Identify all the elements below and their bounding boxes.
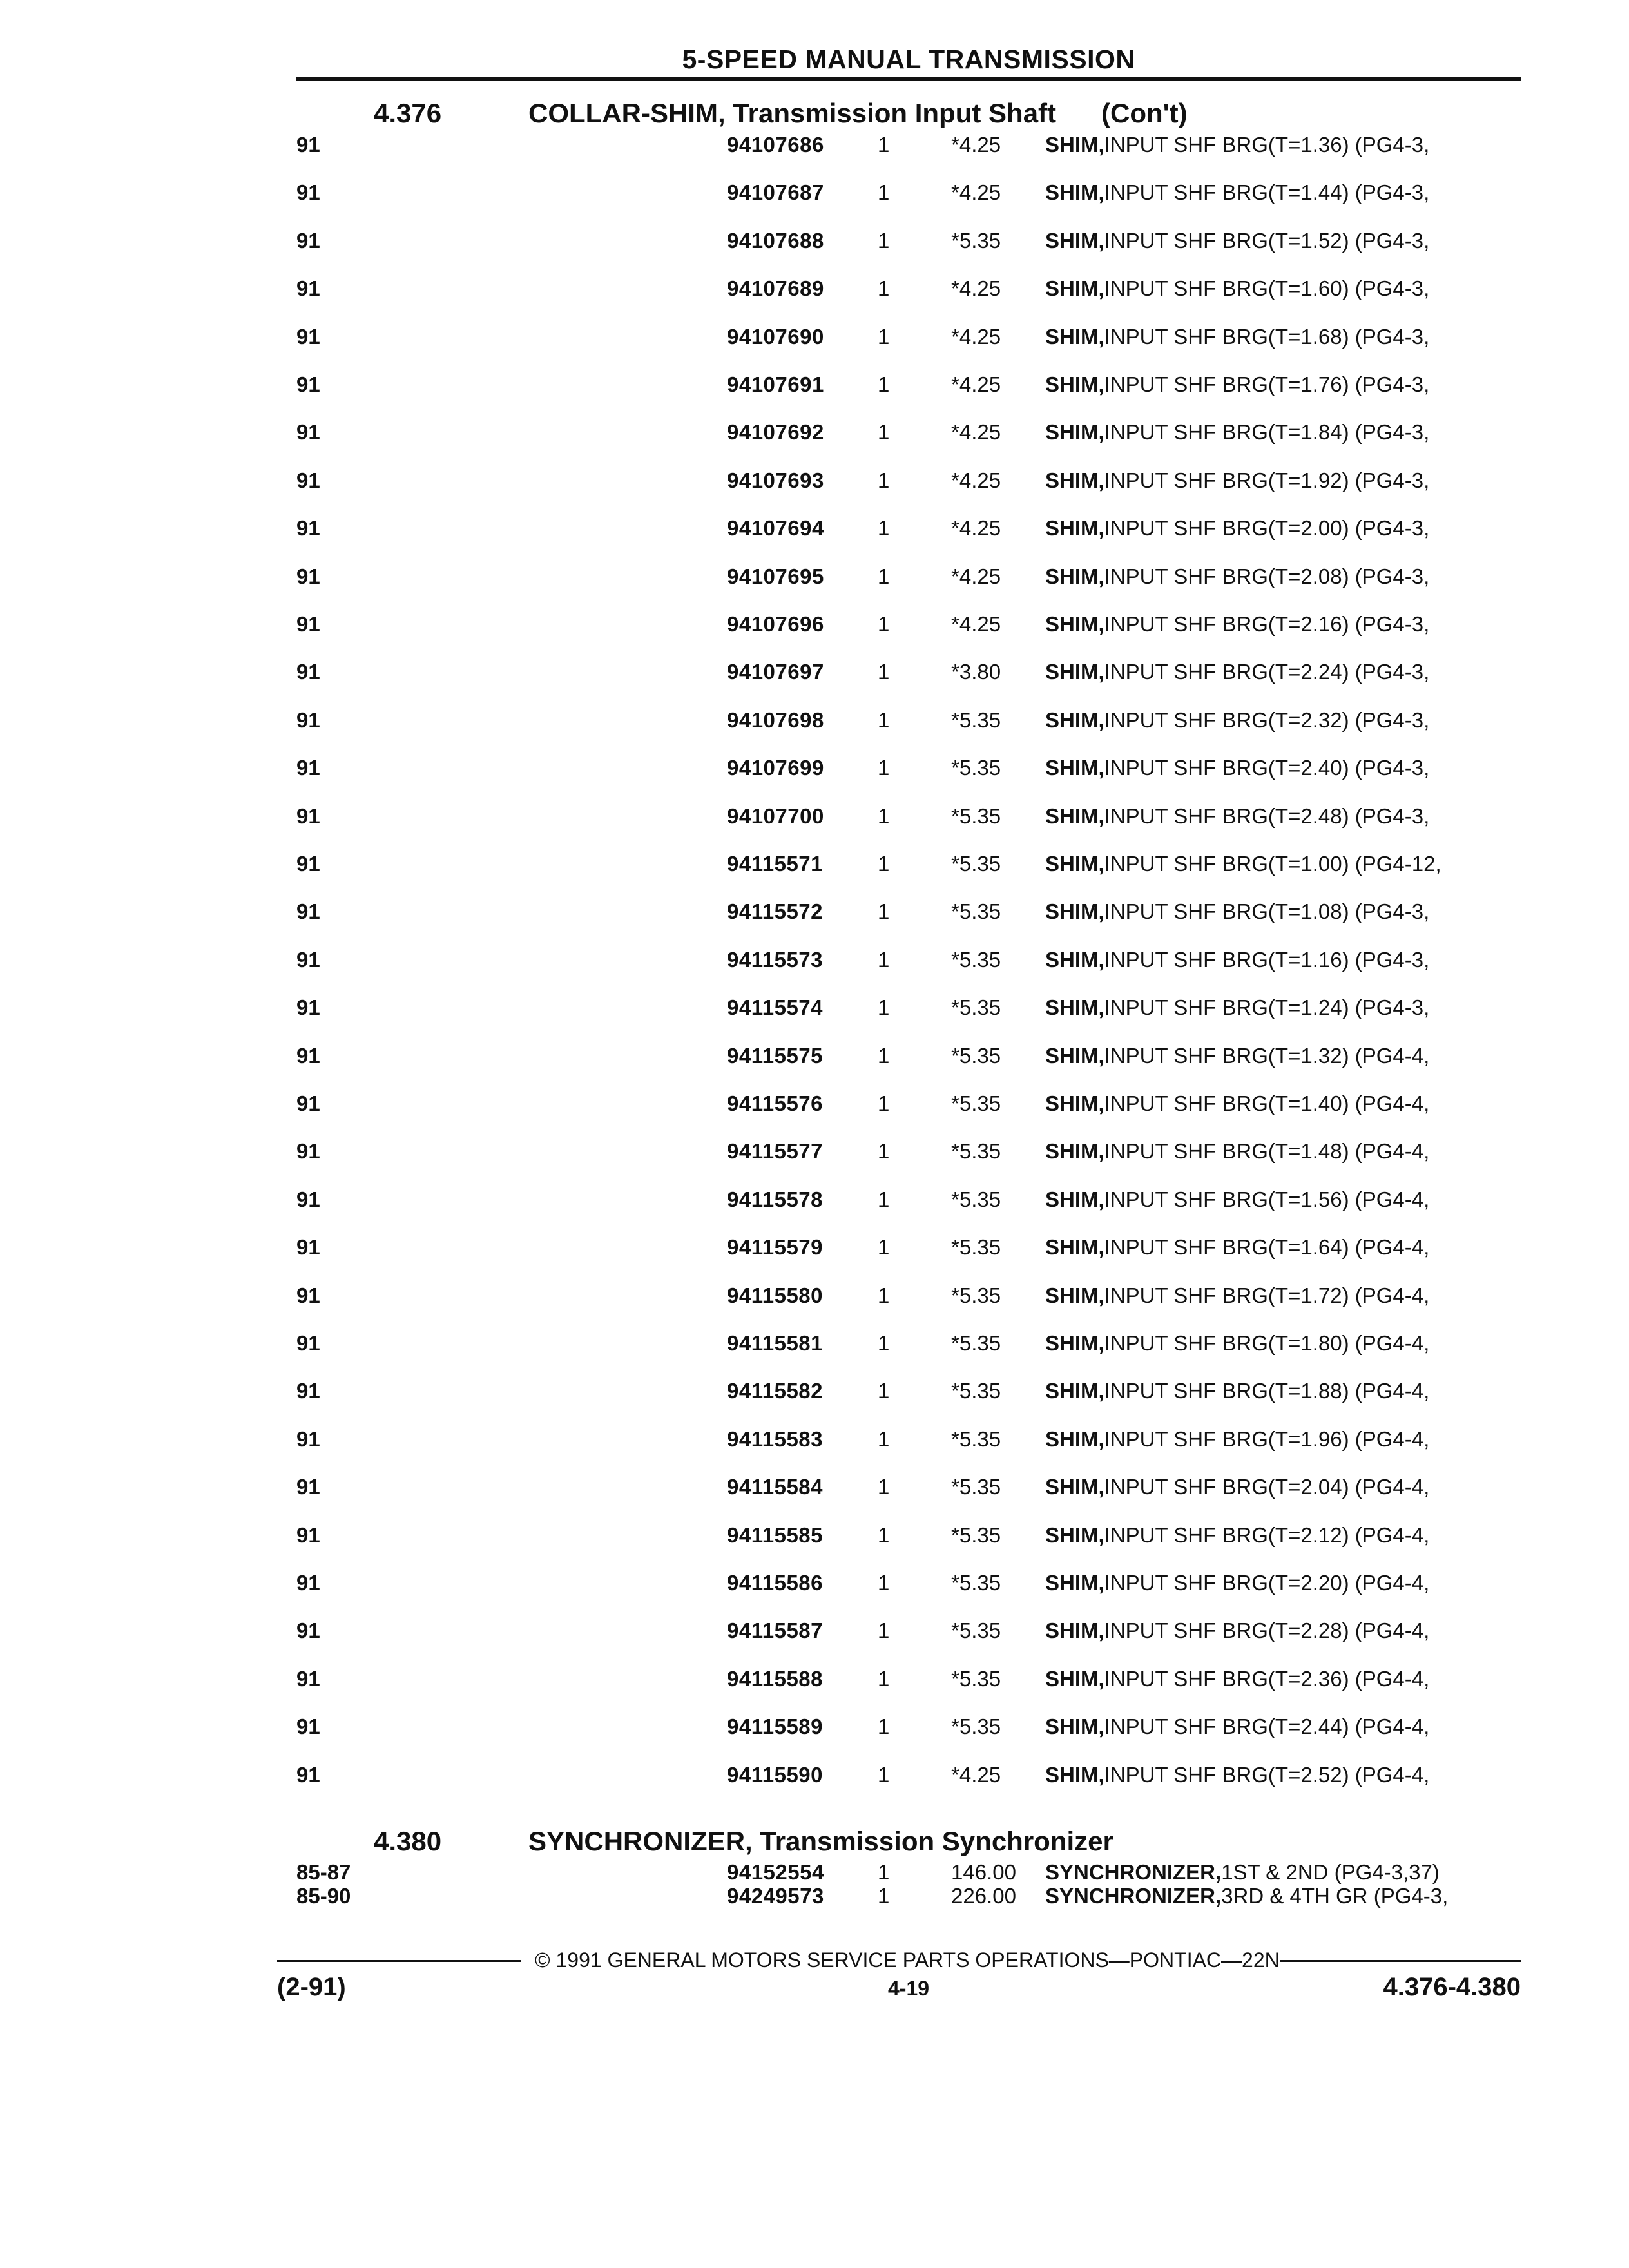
part-number: 94115574 xyxy=(727,995,824,1020)
table-row xyxy=(0,468,1629,516)
part-number: 94107689 xyxy=(727,276,824,301)
description-noun: SHIM, xyxy=(1045,516,1104,541)
description-text: INPUT SHF BRG(T=2.20) (PG4-4, xyxy=(1104,1571,1430,1595)
description-noun: SHIM, xyxy=(1045,1091,1104,1115)
model-year: 91 xyxy=(296,276,320,301)
quantity: 1 xyxy=(878,468,890,492)
description-text: 3RD & 4TH GR (PG4-3, xyxy=(1221,1884,1449,1908)
table-row xyxy=(0,1235,1629,1283)
table-row xyxy=(0,564,1629,612)
description-text: INPUT SHF BRG(T=2.36) (PG4-4, xyxy=(1104,1666,1430,1691)
part-number: 94115587 xyxy=(727,1619,824,1643)
description-noun: SHIM, xyxy=(1045,420,1104,445)
model-year: 91 xyxy=(296,852,320,876)
description-noun: SHIM, xyxy=(1045,1715,1104,1739)
description-text: INPUT SHF BRG(T=1.60) (PG4-3, xyxy=(1104,276,1430,301)
quantity: 1 xyxy=(878,1139,890,1164)
description-noun: SHIM, xyxy=(1045,1187,1104,1211)
section-number: 4.376 xyxy=(374,98,442,128)
price: *4.25 xyxy=(951,180,1001,205)
description-text: INPUT SHF BRG(T=1.92) (PG4-3, xyxy=(1104,468,1430,492)
quantity: 1 xyxy=(878,1666,890,1691)
part-number: 94152554 xyxy=(727,1860,824,1884)
model-year: 91 xyxy=(296,1139,320,1164)
price: *4.25 xyxy=(951,468,1001,492)
price: *5.35 xyxy=(951,1331,1001,1355)
table-row xyxy=(0,948,1629,995)
price: *4.25 xyxy=(951,420,1001,445)
price: *5.35 xyxy=(951,852,1001,876)
quantity: 1 xyxy=(878,420,890,445)
part-number: 94115590 xyxy=(727,1762,824,1787)
description-text: INPUT SHF BRG(T=1.36) (PG4-3, xyxy=(1104,133,1430,157)
description-text: INPUT SHF BRG(T=2.00) (PG4-3, xyxy=(1104,516,1430,541)
model-year: 91 xyxy=(296,228,320,253)
description-text: INPUT SHF BRG(T=2.04) (PG4-4, xyxy=(1104,1475,1430,1499)
model-year: 91 xyxy=(296,1619,320,1643)
description-text: INPUT SHF BRG(T=1.56) (PG4-4, xyxy=(1104,1187,1430,1211)
description-text: INPUT SHF BRG(T=2.16) (PG4-3, xyxy=(1104,612,1430,636)
description-text: INPUT SHF BRG(T=1.44) (PG4-3, xyxy=(1104,180,1430,205)
description-text: INPUT SHF BRG(T=2.40) (PG4-3, xyxy=(1104,756,1430,780)
table-row xyxy=(0,516,1629,564)
description-noun: SHIM, xyxy=(1045,1283,1104,1307)
description-noun: SHIM, xyxy=(1045,372,1104,396)
model-year: 91 xyxy=(296,324,320,349)
model-year: 91 xyxy=(296,1523,320,1547)
quantity: 1 xyxy=(878,803,890,828)
description-noun: SHIM, xyxy=(1045,852,1104,876)
price: 226.00 xyxy=(951,1884,1016,1908)
description-noun: SHIM, xyxy=(1045,228,1104,253)
quantity: 1 xyxy=(878,612,890,636)
part-number: 94115572 xyxy=(727,899,824,924)
section-title: COLLAR-SHIM, Transmission Input Shaft (Con't) xyxy=(528,98,1188,128)
quantity: 1 xyxy=(878,372,890,396)
description-text: INPUT SHF BRG(T=1.24) (PG4-3, xyxy=(1104,995,1430,1020)
description-noun: SYNCHRONIZER, xyxy=(1045,1860,1222,1884)
table-row xyxy=(0,1715,1629,1762)
quantity: 1 xyxy=(878,1762,890,1787)
part-number: 94115578 xyxy=(727,1187,824,1211)
quantity: 1 xyxy=(878,1187,890,1211)
model-year: 91 xyxy=(296,1715,320,1739)
part-number: 94115585 xyxy=(727,1523,824,1547)
model-year: 91 xyxy=(296,1475,320,1499)
price: *5.35 xyxy=(951,1091,1001,1115)
model-year: 91 xyxy=(296,1091,320,1115)
section-number: 4.380 xyxy=(374,1826,442,1856)
part-number: 94107687 xyxy=(727,180,824,205)
description-noun: SHIM, xyxy=(1045,1762,1104,1787)
model-year: 91 xyxy=(296,660,320,684)
description-noun: SHIM, xyxy=(1045,1619,1104,1643)
table-row xyxy=(0,180,1629,228)
description-text: INPUT SHF BRG(T=2.44) (PG4-4, xyxy=(1104,1715,1430,1739)
description-text: INPUT SHF BRG(T=2.24) (PG4-3, xyxy=(1104,660,1430,684)
table-row xyxy=(0,1091,1629,1139)
table-row xyxy=(0,1283,1629,1331)
model-year: 91 xyxy=(296,1571,320,1595)
model-year: 91 xyxy=(296,372,320,396)
quantity: 1 xyxy=(878,180,890,205)
description-text: INPUT SHF BRG(T=1.32) (PG4-4, xyxy=(1104,1043,1430,1068)
part-number: 94107690 xyxy=(727,324,824,349)
table-row xyxy=(0,1571,1629,1619)
quantity: 1 xyxy=(878,1283,890,1307)
price: *4.25 xyxy=(951,564,1001,588)
part-number: 94115575 xyxy=(727,1043,824,1068)
quantity: 1 xyxy=(878,707,890,732)
description-noun: SHIM, xyxy=(1045,803,1104,828)
table-row xyxy=(0,1475,1629,1523)
part-number: 94115580 xyxy=(727,1283,824,1307)
model-year: 91 xyxy=(296,947,320,972)
table-row xyxy=(0,708,1629,756)
description-noun: SHIM, xyxy=(1045,756,1104,780)
quantity: 1 xyxy=(878,1427,890,1451)
description-noun: SHIM, xyxy=(1045,1427,1104,1451)
model-year: 91 xyxy=(296,756,320,780)
header-rule xyxy=(296,77,1521,81)
quantity: 1 xyxy=(878,947,890,972)
part-number: 94107697 xyxy=(727,660,824,684)
model-year: 91 xyxy=(296,995,320,1020)
quantity: 1 xyxy=(878,1860,890,1884)
price: *4.25 xyxy=(951,324,1001,349)
table-row xyxy=(0,1619,1629,1666)
copyright-text: © 1991 GENERAL MOTORS SERVICE PARTS OPERATIONS—PONTIAC—22N xyxy=(535,1948,1280,1972)
description-noun: SHIM, xyxy=(1045,995,1104,1020)
continued-label: (Con't) xyxy=(1101,98,1188,128)
model-year: 85-90 xyxy=(296,1884,351,1908)
price: *4.25 xyxy=(951,516,1001,541)
quantity: 1 xyxy=(878,564,890,588)
price: *5.35 xyxy=(951,228,1001,253)
description-text: INPUT SHF BRG(T=1.76) (PG4-3, xyxy=(1104,372,1430,396)
price: *5.35 xyxy=(951,756,1001,780)
table-row xyxy=(0,325,1629,372)
price: *4.25 xyxy=(951,372,1001,396)
footer-rule-right xyxy=(1280,1960,1521,1962)
description-noun: SHIM, xyxy=(1045,468,1104,492)
description-text: INPUT SHF BRG(T=1.40) (PG4-4, xyxy=(1104,1091,1430,1115)
quantity: 1 xyxy=(878,1379,890,1403)
page-title: 5-SPEED MANUAL TRANSMISSION xyxy=(682,44,1135,74)
quantity: 1 xyxy=(878,1715,890,1739)
table-row xyxy=(0,1763,1629,1811)
model-year: 91 xyxy=(296,133,320,157)
description-text: INPUT SHF BRG(T=1.68) (PG4-3, xyxy=(1104,324,1430,349)
part-number: 94107699 xyxy=(727,756,824,780)
price: *4.25 xyxy=(951,1762,1001,1787)
part-number: 94115573 xyxy=(727,947,824,972)
table-row xyxy=(0,756,1629,803)
model-year: 91 xyxy=(296,1235,320,1260)
quantity: 1 xyxy=(878,1475,890,1499)
table-row xyxy=(0,276,1629,324)
part-number: 94115586 xyxy=(727,1571,824,1595)
part-number: 94107688 xyxy=(727,228,824,253)
description-text: 1ST & 2ND (PG4-3,37) xyxy=(1221,1860,1440,1884)
description-text: INPUT SHF BRG(T=1.96) (PG4-4, xyxy=(1104,1427,1430,1451)
description-text: INPUT SHF BRG(T=2.32) (PG4-3, xyxy=(1104,707,1430,732)
description-noun: SHIM, xyxy=(1045,899,1104,924)
table-row xyxy=(0,1331,1629,1379)
price: *5.35 xyxy=(951,1715,1001,1739)
description-noun: SHIM, xyxy=(1045,276,1104,301)
price: *5.35 xyxy=(951,803,1001,828)
model-year: 91 xyxy=(296,516,320,541)
price: *5.35 xyxy=(951,899,1001,924)
quantity: 1 xyxy=(878,516,890,541)
price: *5.35 xyxy=(951,1139,1001,1164)
description-noun: SHIM, xyxy=(1045,1571,1104,1595)
description-text: INPUT SHF BRG(T=1.08) (PG4-3, xyxy=(1104,899,1430,924)
part-number: 94115571 xyxy=(727,852,824,876)
model-year: 91 xyxy=(296,1427,320,1451)
part-number: 94115576 xyxy=(727,1091,824,1115)
part-number: 94107686 xyxy=(727,133,824,157)
quantity: 1 xyxy=(878,324,890,349)
model-year: 91 xyxy=(296,1331,320,1355)
description-text: INPUT SHF BRG(T=2.52) (PG4-4, xyxy=(1104,1762,1430,1787)
description-noun: SHIM, xyxy=(1045,1043,1104,1068)
quantity: 1 xyxy=(878,756,890,780)
model-year: 91 xyxy=(296,180,320,205)
description-noun: SHIM, xyxy=(1045,612,1104,636)
quantity: 1 xyxy=(878,1571,890,1595)
price: *5.35 xyxy=(951,1427,1001,1451)
price: *5.35 xyxy=(951,1475,1001,1499)
price: *5.35 xyxy=(951,1619,1001,1643)
part-number: 94107700 xyxy=(727,803,824,828)
table-row xyxy=(0,420,1629,468)
model-year: 85-87 xyxy=(296,1860,351,1884)
section-range: 4.376-4.380 xyxy=(1383,1973,1521,2001)
part-number: 94115577 xyxy=(727,1139,824,1164)
description-noun: SHIM, xyxy=(1045,564,1104,588)
table-row xyxy=(0,1667,1629,1715)
model-year: 91 xyxy=(296,1283,320,1307)
part-number: 94115588 xyxy=(727,1666,824,1691)
model-year: 91 xyxy=(296,420,320,445)
part-number: 94115584 xyxy=(727,1475,824,1499)
model-year: 91 xyxy=(296,707,320,732)
price: *5.35 xyxy=(951,1666,1001,1691)
table-row xyxy=(0,660,1629,707)
description-text: INPUT SHF BRG(T=1.16) (PG4-3, xyxy=(1104,947,1430,972)
description-noun: SHIM, xyxy=(1045,660,1104,684)
part-number: 94115582 xyxy=(727,1379,824,1403)
description-noun: SHIM, xyxy=(1045,133,1104,157)
price: *4.25 xyxy=(951,612,1001,636)
part-number: 94107694 xyxy=(727,516,824,541)
table-row xyxy=(0,372,1629,420)
model-year: 91 xyxy=(296,899,320,924)
description-noun: SHIM, xyxy=(1045,947,1104,972)
table-row xyxy=(0,995,1629,1043)
quantity: 1 xyxy=(878,1331,890,1355)
table-row xyxy=(0,1044,1629,1091)
quantity: 1 xyxy=(878,1235,890,1260)
table-row xyxy=(0,229,1629,276)
price: *5.35 xyxy=(951,995,1001,1020)
quantity: 1 xyxy=(878,660,890,684)
description-noun: SHIM, xyxy=(1045,1139,1104,1164)
description-text: INPUT SHF BRG(T=2.08) (PG4-3, xyxy=(1104,564,1430,588)
part-number: 94107691 xyxy=(727,372,824,396)
description-text: INPUT SHF BRG(T=2.28) (PG4-4, xyxy=(1104,1619,1430,1643)
description-noun: SYNCHRONIZER, xyxy=(1045,1884,1222,1908)
price: *5.35 xyxy=(951,1379,1001,1403)
part-number: 94107698 xyxy=(727,707,824,732)
part-number: 94107693 xyxy=(727,468,824,492)
table-row xyxy=(0,804,1629,852)
price: *5.35 xyxy=(951,1283,1001,1307)
price: *5.35 xyxy=(951,1523,1001,1547)
price: 146.00 xyxy=(951,1860,1016,1884)
model-year: 91 xyxy=(296,1043,320,1068)
description-noun: SHIM, xyxy=(1045,1379,1104,1403)
description-text: INPUT SHF BRG(T=1.72) (PG4-4, xyxy=(1104,1283,1430,1307)
part-number: 94107696 xyxy=(727,612,824,636)
table-row xyxy=(0,1379,1629,1427)
model-year: 91 xyxy=(296,1666,320,1691)
price: *5.35 xyxy=(951,947,1001,972)
table-row xyxy=(0,133,1629,180)
quantity: 1 xyxy=(878,276,890,301)
model-year: 91 xyxy=(296,803,320,828)
description-noun: SHIM, xyxy=(1045,707,1104,732)
table-row xyxy=(0,852,1629,899)
description-text: INPUT SHF BRG(T=1.84) (PG4-3, xyxy=(1104,420,1430,445)
model-year: 91 xyxy=(296,564,320,588)
footer-rule-left xyxy=(277,1960,521,1962)
table-row xyxy=(0,1523,1629,1571)
quantity: 1 xyxy=(878,1619,890,1643)
table-row xyxy=(0,1139,1629,1187)
description-noun: SHIM, xyxy=(1045,1666,1104,1691)
part-number: 94115579 xyxy=(727,1235,824,1260)
description-noun: SHIM, xyxy=(1045,1235,1104,1260)
quantity: 1 xyxy=(878,133,890,157)
description-text: INPUT SHF BRG(T=1.64) (PG4-4, xyxy=(1104,1235,1430,1260)
description-text: INPUT SHF BRG(T=1.88) (PG4-4, xyxy=(1104,1379,1430,1403)
section-title: SYNCHRONIZER, Transmission Synchronizer xyxy=(528,1826,1113,1856)
description-text: INPUT SHF BRG(T=1.48) (PG4-4, xyxy=(1104,1139,1430,1164)
part-number: 94115589 xyxy=(727,1715,824,1739)
quantity: 1 xyxy=(878,1523,890,1547)
price: *5.35 xyxy=(951,707,1001,732)
table-row xyxy=(0,612,1629,660)
table-row xyxy=(0,1187,1629,1235)
description-noun: SHIM, xyxy=(1045,324,1104,349)
model-year: 91 xyxy=(296,1187,320,1211)
model-year: 91 xyxy=(296,1379,320,1403)
part-number: 94107692 xyxy=(727,420,824,445)
quantity: 1 xyxy=(878,228,890,253)
description-text: INPUT SHF BRG(T=2.12) (PG4-4, xyxy=(1104,1523,1430,1547)
price: *5.35 xyxy=(951,1187,1001,1211)
quantity: 1 xyxy=(878,899,890,924)
page-number: 4-19 xyxy=(888,1977,930,2000)
description-text: INPUT SHF BRG(T=1.80) (PG4-4, xyxy=(1104,1331,1430,1355)
description-noun: SHIM, xyxy=(1045,180,1104,205)
model-year: 91 xyxy=(296,468,320,492)
description-text: INPUT SHF BRG(T=2.48) (PG4-3, xyxy=(1104,803,1430,828)
quantity: 1 xyxy=(878,852,890,876)
quantity: 1 xyxy=(878,1043,890,1068)
price: *5.35 xyxy=(951,1571,1001,1595)
price: *4.25 xyxy=(951,133,1001,157)
model-year: 91 xyxy=(296,1762,320,1787)
table-row xyxy=(0,899,1629,947)
price: *5.35 xyxy=(951,1235,1001,1260)
table-row xyxy=(0,1884,1629,1932)
price: *5.35 xyxy=(951,1043,1001,1068)
date-code: (2-91) xyxy=(277,1973,346,2001)
quantity: 1 xyxy=(878,1884,890,1908)
price: *4.25 xyxy=(951,276,1001,301)
quantity: 1 xyxy=(878,1091,890,1115)
part-number: 94249573 xyxy=(727,1884,824,1908)
description-noun: SHIM, xyxy=(1045,1475,1104,1499)
quantity: 1 xyxy=(878,995,890,1020)
part-number: 94115583 xyxy=(727,1427,824,1451)
description-noun: SHIM, xyxy=(1045,1331,1104,1355)
part-number: 94107695 xyxy=(727,564,824,588)
price: *3.80 xyxy=(951,660,1001,684)
description-text: INPUT SHF BRG(T=1.52) (PG4-3, xyxy=(1104,228,1430,253)
description-noun: SHIM, xyxy=(1045,1523,1104,1547)
table-row xyxy=(0,1427,1629,1475)
description-text: INPUT SHF BRG(T=1.00) (PG4-12, xyxy=(1104,852,1441,876)
model-year: 91 xyxy=(296,612,320,636)
part-number: 94115581 xyxy=(727,1331,824,1355)
